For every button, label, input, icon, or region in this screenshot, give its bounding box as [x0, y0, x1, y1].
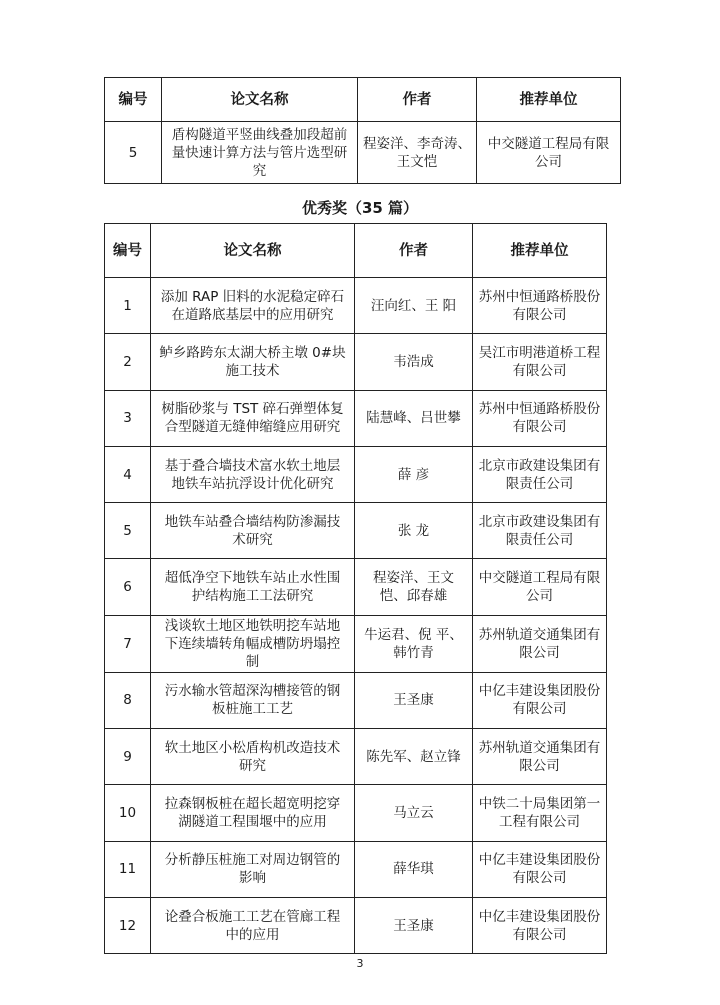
cell-title: 分析静压桩施工对周边钢管的影响 — [151, 841, 355, 897]
header-author: 作者 — [355, 224, 473, 278]
cell-no: 12 — [105, 897, 151, 953]
cell-title: 浅谈软土地区地铁明挖车站地下连续墙转角幅成槽防坍塌控制 — [151, 615, 355, 672]
top-award-table — [104, 77, 621, 184]
cell-unit: 苏州中恒通路桥股份有限公司 — [473, 390, 607, 446]
header-title: 论文名称 — [162, 78, 358, 122]
cell-title: 鲈乡路跨东太湖大桥主墩 0#块施工技术 — [151, 334, 355, 390]
cell-author: 牛运君、倪 平、韩竹青 — [355, 615, 473, 672]
cell-unit: 苏州轨道交通集团有限公司 — [473, 615, 607, 672]
cell-author: 王圣康 — [355, 897, 473, 953]
cell-unit: 中亿丰建设集团股份有限公司 — [473, 897, 607, 953]
excellence-award-table — [104, 223, 607, 954]
table-row — [105, 559, 607, 615]
cell-title: 盾构隧道平竖曲线叠加段超前量快速计算方法与管片选型研究 — [162, 122, 358, 184]
cell-no: 1 — [105, 278, 151, 334]
table-row — [105, 841, 607, 897]
cell-unit: 北京市政建设集团有限责任公司 — [473, 503, 607, 559]
page-number: 3 — [356, 957, 364, 970]
cell-author: 马立云 — [355, 785, 473, 841]
table-row — [105, 334, 607, 390]
cell-no: 3 — [105, 390, 151, 446]
cell-unit: 中铁二十局集团第一工程有限公司 — [473, 785, 607, 841]
cell-no: 7 — [105, 615, 151, 672]
cell-author: 王圣康 — [355, 672, 473, 728]
table-row — [105, 446, 607, 502]
cell-unit: 苏州中恒通路桥股份有限公司 — [473, 278, 607, 334]
cell-no: 9 — [105, 729, 151, 785]
cell-title: 软土地区小松盾构机改造技术研究 — [151, 729, 355, 785]
cell-no: 8 — [105, 672, 151, 728]
cell-title: 树脂砂浆与 TST 碎石弹塑体复合型隧道无缝伸缩缝应用研究 — [151, 390, 355, 446]
cell-title: 论叠合板施工工艺在管廊工程中的应用 — [151, 897, 355, 953]
cell-unit: 中交隧道工程局有限公司 — [473, 559, 607, 615]
table-header-row — [105, 224, 607, 278]
table-row — [105, 122, 621, 184]
cell-unit: 中亿丰建设集团股份有限公司 — [473, 841, 607, 897]
header-title: 论文名称 — [151, 224, 355, 278]
cell-author: 汪向红、王 阳 — [355, 278, 473, 334]
table-row — [105, 897, 607, 953]
cell-unit: 中亿丰建设集团股份有限公司 — [473, 672, 607, 728]
cell-author: 张 龙 — [355, 503, 473, 559]
cell-unit: 北京市政建设集团有限责任公司 — [473, 446, 607, 502]
cell-title: 添加 RAP 旧料的水泥稳定碎石在道路底基层中的应用研究 — [151, 278, 355, 334]
cell-author: 薛华琪 — [355, 841, 473, 897]
cell-unit: 苏州轨道交通集团有限公司 — [473, 729, 607, 785]
header-no: 编号 — [105, 224, 151, 278]
cell-title: 拉森钢板桩在超长超宽明挖穿湖隧道工程围堰中的应用 — [151, 785, 355, 841]
table-header-row — [105, 78, 621, 122]
table-row — [105, 729, 607, 785]
cell-author: 程姿洋、李奇涛、王文恺 — [358, 122, 477, 184]
cell-unit: 中交隧道工程局有限公司 — [477, 122, 621, 184]
cell-author: 韦浩成 — [355, 334, 473, 390]
cell-author: 陆慧峰、吕世攀 — [355, 390, 473, 446]
table-row — [105, 278, 607, 334]
cell-author: 陈先军、赵立锋 — [355, 729, 473, 785]
cell-no: 5 — [105, 503, 151, 559]
header-unit: 推荐单位 — [473, 224, 607, 278]
cell-no: 4 — [105, 446, 151, 502]
cell-author: 程姿洋、王文恺、邱春雄 — [355, 559, 473, 615]
table-row — [105, 503, 607, 559]
cell-author: 薛 彦 — [355, 446, 473, 502]
cell-no: 6 — [105, 559, 151, 615]
header-author: 作者 — [358, 78, 477, 122]
cell-title: 地铁车站叠合墙结构防渗漏技术研究 — [151, 503, 355, 559]
cell-title: 污水输水管超深沟槽接管的钢板桩施工工艺 — [151, 672, 355, 728]
cell-unit: 吴江市明港道桥工程有限公司 — [473, 334, 607, 390]
cell-no: 5 — [105, 122, 162, 184]
table-row — [105, 785, 607, 841]
cell-no: 2 — [105, 334, 151, 390]
cell-title: 基于叠合墙技术富水软土地层地铁车站抗浮设计优化研究 — [151, 446, 355, 502]
table-row — [105, 615, 607, 672]
cell-title: 超低净空下地铁车站止水性围护结构施工工法研究 — [151, 559, 355, 615]
section-title: 优秀奖（35 篇） — [301, 199, 419, 217]
cell-no: 11 — [105, 841, 151, 897]
cell-no: 10 — [105, 785, 151, 841]
header-no: 编号 — [105, 78, 162, 122]
table-row — [105, 390, 607, 446]
table-row — [105, 672, 607, 728]
header-unit: 推荐单位 — [477, 78, 621, 122]
